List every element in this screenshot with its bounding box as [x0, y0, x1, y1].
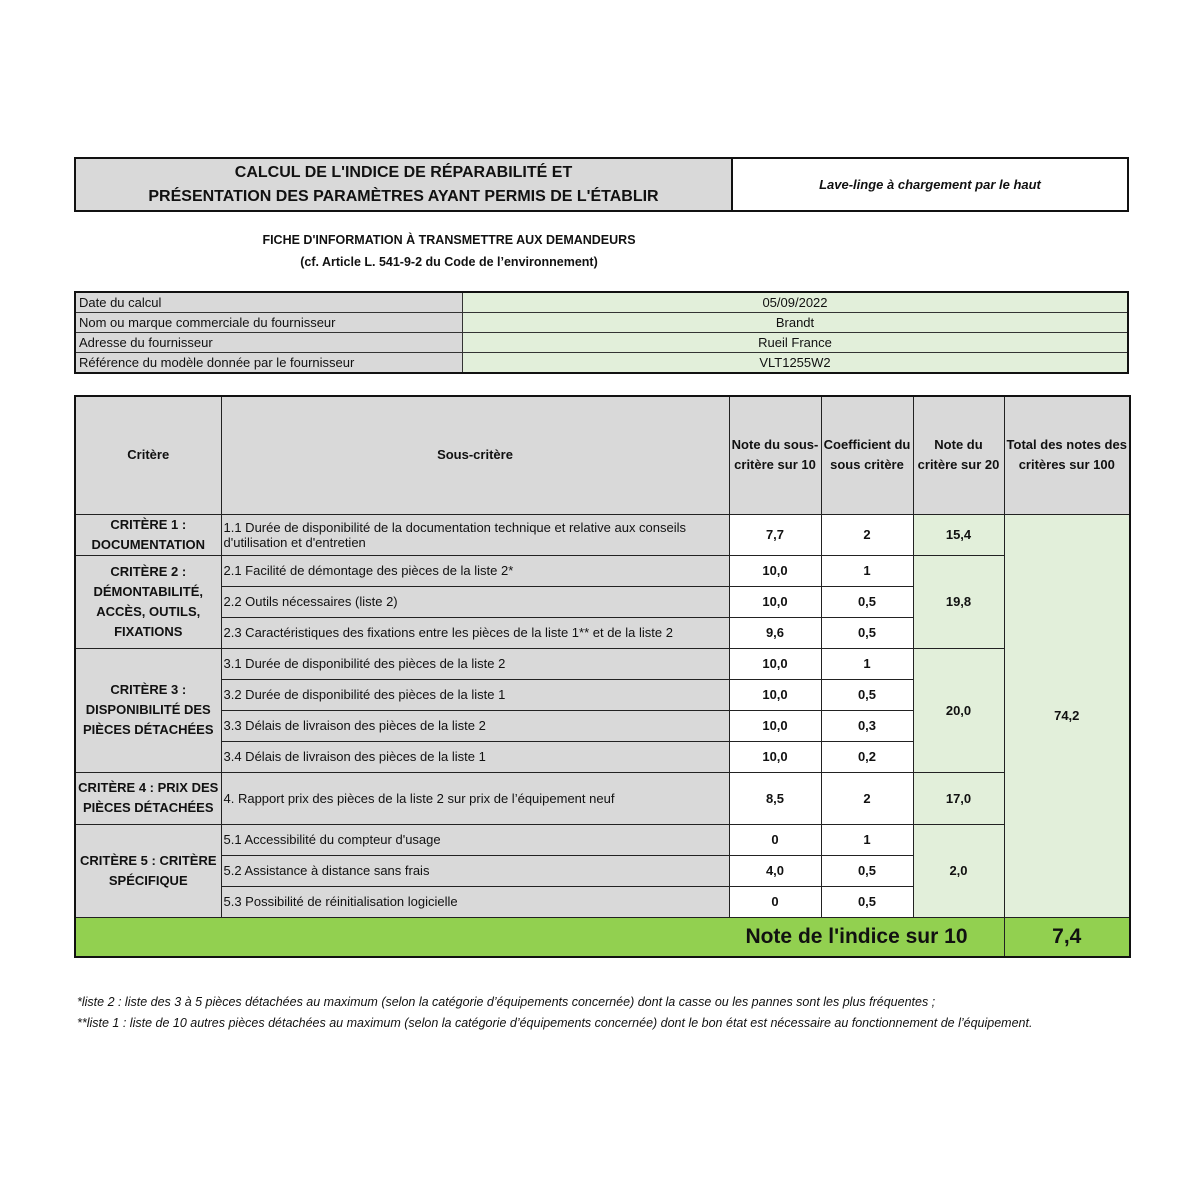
- sub-criterion-coefficient: 1: [821, 824, 913, 855]
- sub-criterion-coefficient: 0,5: [821, 886, 913, 917]
- final-score-label: Note de l'indice sur 10: [75, 917, 1004, 957]
- sub-criterion-score: 10,0: [729, 648, 821, 679]
- sub-criterion-coefficient: 0,5: [821, 586, 913, 617]
- info-value: Brandt: [463, 313, 1129, 333]
- sub-criterion-coefficient: 1: [821, 648, 913, 679]
- info-value: 05/09/2022: [463, 292, 1129, 313]
- sub-criterion-score: 0: [729, 886, 821, 917]
- header-critere: Critère: [75, 396, 221, 514]
- sub-criterion: 3.4 Délais de livraison des pièces de la liste 1: [221, 741, 729, 772]
- title-line-2: PRÉSENTATION DES PARAMÈTRES AYANT PERMIS DE L'ÉTABLIR: [148, 187, 659, 205]
- footnote-list-2: *liste 2 : liste des 3 à 5 pièces détachées au maximum (selon la catégorie d’équipements concernée) dont la casse ou les pannes sont les plus fréquentes ;: [77, 995, 936, 1009]
- header-sous-critere: Sous-critère: [221, 396, 729, 514]
- sub-criterion: 5.3 Possibilité de réinitialisation logicielle: [221, 886, 729, 917]
- sub-criterion-score: 7,7: [729, 514, 821, 555]
- sub-criterion-score: 10,0: [729, 586, 821, 617]
- sub-criterion: 4. Rapport prix des pièces de la liste 2 sur prix de l’équipement neuf: [221, 772, 729, 824]
- sub-criterion: 2.2 Outils nécessaires (liste 2): [221, 586, 729, 617]
- info-row: [75, 353, 1128, 374]
- title-line-1: CALCUL DE L'INDICE DE RÉPARABILITÉ ET: [234, 163, 573, 181]
- sub-criterion: 3.2 Durée de disponibilité des pièces de la liste 1: [221, 679, 729, 710]
- header-box: [74, 157, 1129, 212]
- criterion-score: 17,0: [913, 772, 1004, 824]
- sub-criterion: 2.3 Caractéristiques des fixations entre les pièces de la liste 1** et de la liste 2: [221, 617, 729, 648]
- sub-criterion-score: 10,0: [729, 710, 821, 741]
- sub-criterion: 5.1 Accessibilité du compteur d'usage: [221, 824, 729, 855]
- criterion-label: CRITÈRE 4 : PRIX DES PIÈCES DÉTACHÉES: [75, 772, 221, 824]
- criterion-label: CRITÈRE 1 : DOCUMENTATION: [75, 514, 221, 555]
- final-score-value: 7,4: [1004, 917, 1130, 957]
- footnotes: [77, 992, 1122, 1034]
- footnote-list-1: **liste 1 : liste de 10 autres pièces détachées au maximum (selon la catégorie d’équipements concernée) dont le bon état est nécessaire au fonctionnement de l’équipement.: [77, 1016, 1033, 1030]
- repairability-table: [74, 395, 1131, 958]
- subtitle-line-2: (cf. Article L. 541-9-2 du Code de l’environnement): [300, 255, 598, 269]
- sub-criterion: 3.1 Durée de disponibilité des pièces de la liste 2: [221, 648, 729, 679]
- sub-criterion-coefficient: 1: [821, 555, 913, 586]
- sub-criterion-coefficient: 0,5: [821, 855, 913, 886]
- product-type: Lave-linge à chargement par le haut: [819, 177, 1041, 192]
- info-label: Adresse du fournisseur: [75, 333, 463, 353]
- criterion-label: CRITÈRE 5 : CRITÈRE SPÉCIFIQUE: [75, 824, 221, 917]
- info-label: Référence du modèle donnée par le fournisseur: [75, 353, 463, 374]
- sub-criterion-score: 9,6: [729, 617, 821, 648]
- supplier-info-table: [74, 291, 1129, 374]
- sub-criterion-coefficient: 0,3: [821, 710, 913, 741]
- sub-criterion: 5.2 Assistance à distance sans frais: [221, 855, 729, 886]
- table-row: [75, 514, 1130, 555]
- criterion-score: 20,0: [913, 648, 1004, 772]
- subtitle: [74, 229, 824, 273]
- document-title: [76, 159, 733, 210]
- sub-criterion-coefficient: 0,2: [821, 741, 913, 772]
- sub-criterion-score: 4,0: [729, 855, 821, 886]
- header-note-critere: Note du critère sur 20: [913, 396, 1004, 514]
- total-score: 74,2: [1004, 514, 1130, 917]
- criterion-score: 15,4: [913, 514, 1004, 555]
- header-total: Total des notes des critères sur 100: [1004, 396, 1130, 514]
- info-label: Date du calcul: [75, 292, 463, 313]
- sub-criterion-coefficient: 0,5: [821, 679, 913, 710]
- criterion-score: 19,8: [913, 555, 1004, 648]
- sub-criterion-coefficient: 2: [821, 514, 913, 555]
- sub-criterion-score: 0: [729, 824, 821, 855]
- info-value: VLT1255W2: [463, 353, 1129, 374]
- criterion-score: 2,0: [913, 824, 1004, 917]
- table-row: [75, 648, 1130, 679]
- sub-criterion: 3.3 Délais de livraison des pièces de la liste 2: [221, 710, 729, 741]
- info-label: Nom ou marque commerciale du fournisseur: [75, 313, 463, 333]
- sub-criterion-score: 10,0: [729, 741, 821, 772]
- info-value: Rueil France: [463, 333, 1129, 353]
- sub-criterion-score: 10,0: [729, 679, 821, 710]
- table-row: [75, 824, 1130, 855]
- sub-criterion-coefficient: 0,5: [821, 617, 913, 648]
- subtitle-line-1: FICHE D'INFORMATION À TRANSMETTRE AUX DEMANDEURS: [262, 233, 636, 247]
- criterion-label: CRITÈRE 3 : DISPONIBILITÉ DES PIÈCES DÉTACHÉES: [75, 648, 221, 772]
- table-header-row: [75, 396, 1130, 514]
- sub-criterion-score: 8,5: [729, 772, 821, 824]
- sub-criterion: 2.1 Facilité de démontage des pièces de la liste 2*: [221, 555, 729, 586]
- info-row: [75, 292, 1128, 313]
- table-row: [75, 555, 1130, 586]
- final-score-row: [75, 917, 1130, 957]
- header-note-sous-critere: Note du sous-critère sur 10: [729, 396, 821, 514]
- table-row: [75, 772, 1130, 824]
- info-row: [75, 333, 1128, 353]
- info-row: [75, 313, 1128, 333]
- sub-criterion-score: 10,0: [729, 555, 821, 586]
- sub-criterion-coefficient: 2: [821, 772, 913, 824]
- header-coefficient: Coefficient du sous critère: [821, 396, 913, 514]
- criterion-label: CRITÈRE 2 : DÉMONTABILITÉ, ACCÈS, OUTILS, FIXATIONS: [75, 555, 221, 648]
- sub-criterion: 1.1 Durée de disponibilité de la documentation technique et relative aux conseils d'utilisation et d'entretien: [221, 514, 729, 555]
